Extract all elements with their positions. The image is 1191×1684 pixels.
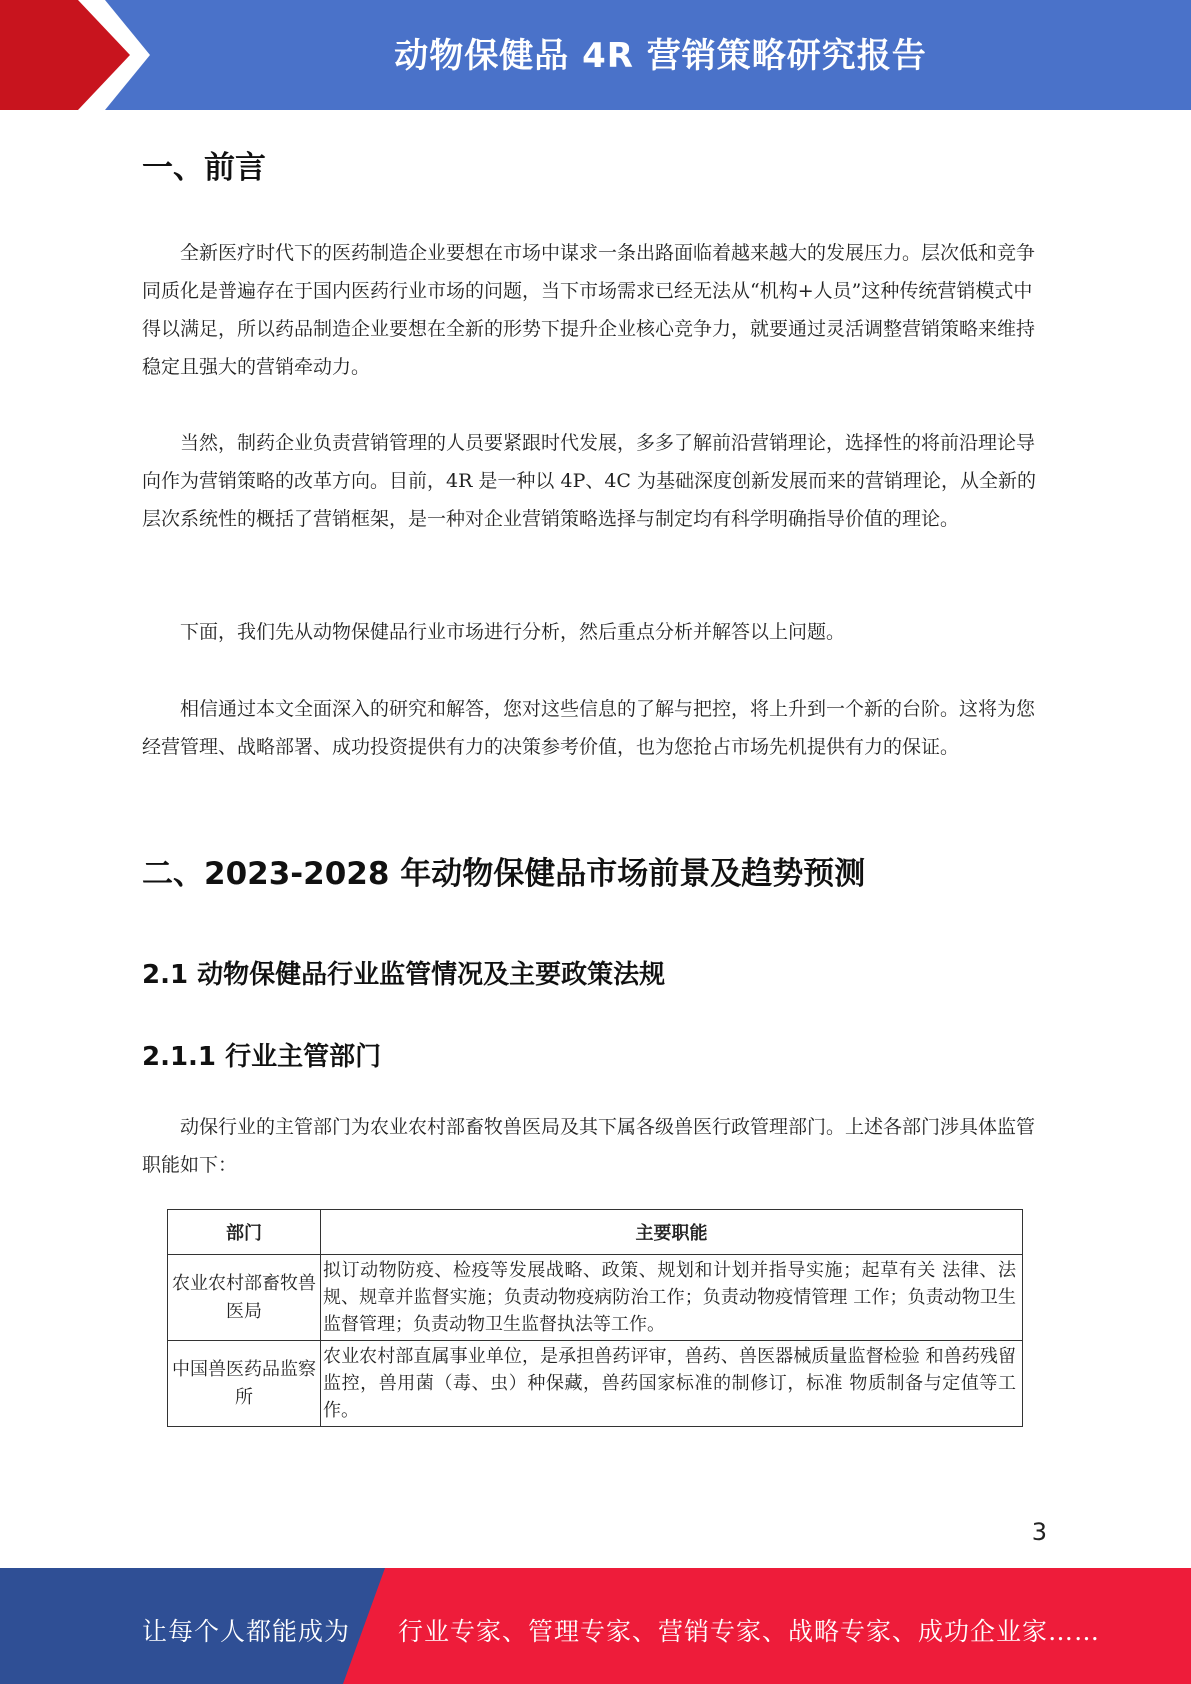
paragraph: 相信通过本文全面深入的研究和解答，您对这些信息的了解与把控，将上升到一个新的台阶。这将为您经营管理、战略部署、成功投资提供有力的决策参考价值，也为您抢占市场先机提供有力的保证。 — [142, 698, 1036, 758]
column-header-duties: 主要职能 — [321, 1210, 1023, 1255]
paragraph: 当然，制药企业负责营销管理的人员要紧跟时代发展，多多了解前沿营销理论，选择性的将前沿理论导向作为营销策略的改革方向。目前，4R 是一种以 4P、4C 为基础深度创新发展而来的营销理论，从全新的层次系统性的概括了营销框架，是一种对企业营销策略选择与制定均有科学明确指导价值的理论。 — [142, 432, 1037, 530]
paragraph: 下面，我们先从动物保健品行业市场进行分析，然后重点分析并解答以上问题。 — [180, 621, 846, 643]
subsection-heading-authority: 2.1.1 行业主管部门 — [142, 1042, 382, 1072]
subsection-heading-regulation: 2.1 动物保健品行业监管情况及主要政策法规 — [142, 960, 666, 990]
page-footer — [0, 1568, 1191, 1684]
footer-slogan-left: 让每个人都能成为 — [142, 1617, 351, 1646]
department-cell: 中国兽医药品监察所 — [168, 1341, 321, 1427]
department-cell: 农业农村部畜牧兽医局 — [168, 1255, 321, 1341]
table-header-row — [168, 1210, 1023, 1255]
duty-cell: 农业农村部直属事业单位，是承担兽药评审，兽药、兽医器械质量监督检验 和兽药残留监控，兽用菌（毒、虫）种保藏，兽药国家标准的制修订，标准 物质制备与定值等工作。 — [321, 1341, 1023, 1427]
column-header-department: 部门 — [168, 1210, 321, 1255]
section-heading-market-outlook: 二、2023-2028 年动物保健品市场前景及趋势预测 — [142, 856, 866, 892]
duty-cell: 拟订动物防疫、检疫等发展战略、政策、规划和计划并指导实施；起草有关 法律、法规、规章并监督实施；负责动物疫病防治工作；负责动物疫情管理 工作；负责动物卫生监督管理；负责动物卫生监督执法等工作。 — [321, 1255, 1023, 1341]
table-row — [168, 1341, 1023, 1427]
paragraph: 动保行业的主管部门为农业农村部畜牧兽医局及其下属各级兽医行政管理部门。上述各部门涉具体监管职能如下： — [142, 1116, 1036, 1176]
footer-slogan-right: 行业专家、管理专家、营销专家、战略专家、成功企业家…… — [398, 1617, 1101, 1646]
page-number: 3 — [1031, 1518, 1047, 1546]
table-row — [168, 1255, 1023, 1341]
page-header — [0, 0, 1191, 110]
authority-table — [167, 1209, 1023, 1427]
section-heading-preface: 一、前言 — [142, 150, 266, 186]
paragraph: 全新医疗时代下的医药制造企业要想在市场中谋求一条出路面临着越来越大的发展压力。层次低和竞争同质化是普遍存在于国内医药行业市场的问题，当下市场需求已经无法从“机构+人员”这种传统营销模式中得以满足，所以药品制造企业要想在全新的形势下提升企业核心竞争力，就要通过灵活调整营销策略来维持稳定且强大的营销牵动力。 — [142, 242, 1036, 378]
report-title: 动物保健品 4R 营销策略研究报告 — [394, 36, 927, 76]
